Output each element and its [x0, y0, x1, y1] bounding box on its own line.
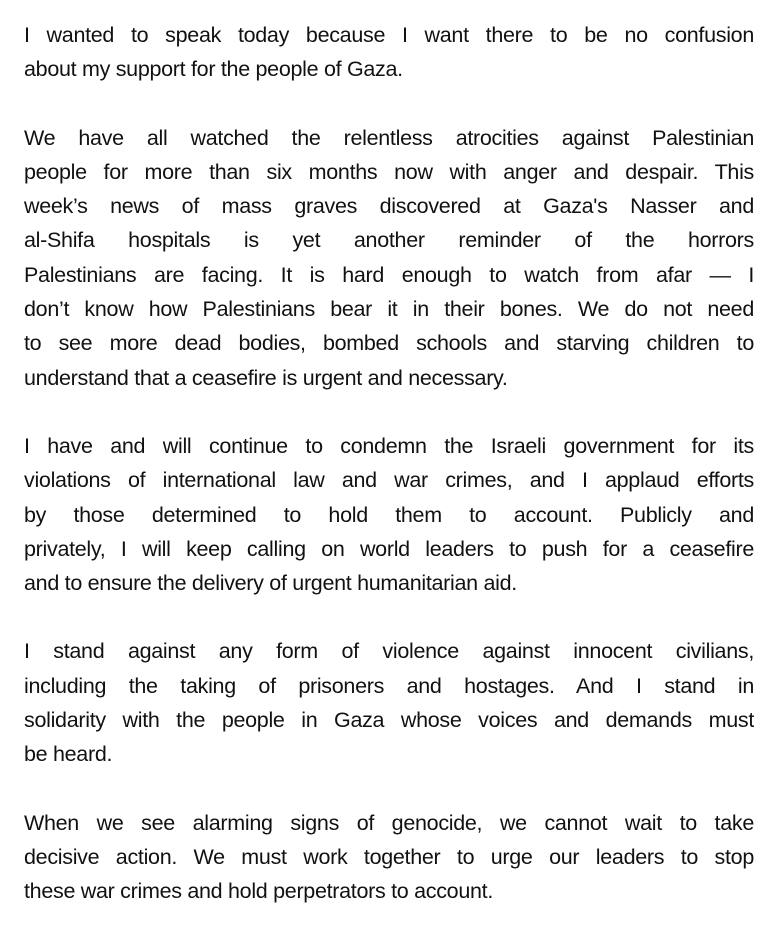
- text-line: people for more than six months now with anger and despair. This: [24, 159, 754, 184]
- text-line: al-Shifa hospitals is yet another reminder of the horrors: [24, 228, 754, 253]
- text-line: When we see alarming signs of genocide, we cannot wait to take: [24, 810, 754, 835]
- statement-document: [24, 18, 754, 943]
- text-line: Palestinians are facing. It is hard enough to watch from afar — I: [24, 262, 754, 287]
- text-line: to see more dead bodies, bombed schools and starving children to: [24, 331, 754, 356]
- text-line: solidarity with the people in Gaza whose voices and demands must: [24, 708, 754, 733]
- paragraph-2: [24, 121, 754, 395]
- text-line: understand that a ceasefire is urgent and necessary.: [24, 365, 508, 390]
- text-line: about my support for the people of Gaza.: [24, 57, 403, 82]
- paragraph-3: [24, 429, 754, 600]
- paragraph-4: [24, 634, 754, 771]
- text-line: including the taking of prisoners and hostages. And I stand in: [24, 673, 754, 698]
- text-line: by those determined to hold them to account. Publicly and: [24, 502, 754, 527]
- text-line: week’s news of mass graves discovered at Gaza's Nasser and: [24, 194, 754, 219]
- text-line: privately, I will keep calling on world leaders to push for a ceasefire: [24, 536, 754, 561]
- text-line: We have all watched the relentless atrocities against Palestinian: [24, 125, 754, 150]
- text-line: these war crimes and hold perpetrators to account.: [24, 879, 494, 904]
- text-line: I wanted to speak today because I want there to be no confusion: [24, 23, 754, 47]
- text-line: decisive action. We must work together to urge our leaders to stop: [24, 844, 754, 869]
- text-line: be heard.: [24, 742, 113, 767]
- paragraph-5: [24, 806, 754, 909]
- text-line: don’t know how Palestinians bear it in their bones. We do not need: [24, 297, 754, 322]
- text-line: violations of international law and war crimes, and I applaud efforts: [24, 468, 754, 493]
- paragraph-1: [24, 18, 754, 87]
- text-line: I have and will continue to condemn the Israeli government for its: [24, 433, 754, 458]
- text-line: and to ensure the delivery of urgent humanitarian aid.: [24, 571, 517, 596]
- text-line: I stand against any form of violence against innocent civilians,: [24, 639, 754, 664]
